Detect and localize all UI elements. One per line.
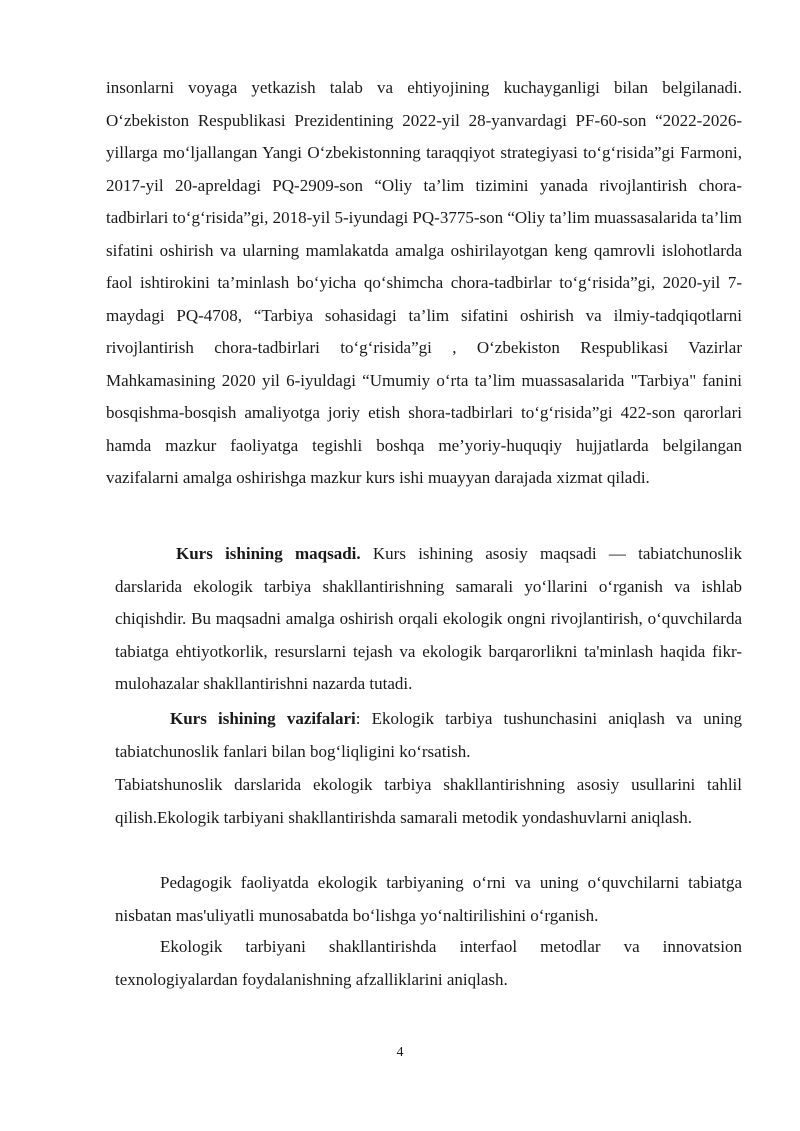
page-number: 4: [396, 1045, 404, 1060]
task-3-paragraph: Pedagogik faoliyatda ekologik tarbiyaning o‘rni va uning o‘quvchilarni tabiatga nisbatan mas'uliyatli munosabatda bo‘lishga yo‘naltirilishini o‘rganish.: [115, 873, 742, 925]
task-2-paragraph: Tabiatshunoslik darslarida ekologik tarbiya shakllantirishning asosiy usullarini tahlil qilish.Ekologik tarbiyani shakllantirishda samarali metodik yondashuvlarni aniqlash.: [115, 775, 742, 827]
goal-heading: Kurs ishining maqsadi.: [176, 544, 361, 563]
task-4-paragraph: Ekologik tarbiyani shakllantirishda interfaol metodlar va innovatsion texnologiyalardan foydalanishning afzalliklarini aniqlash.: [115, 937, 742, 989]
tasks-heading: Kurs ishining vazifalari: [170, 709, 356, 728]
tasks-text: : Ekologik tarbiya tushunchasini aniqlash va uning tabiatchunoslik fanlari bilan bog‘liqligini ko‘rsatish.: [115, 709, 742, 761]
intro-paragraph: insonlarni voyaga yetkazish talab va ehtiyojining kuchayganligi bilan belgilanadi. O‘zbekiston Respublikasi Prezidentining 2022-yil 28-yanvardagi PF-60-son “2022-2026-yillarga mo‘ljallangan Yangi O‘zbekistonning taraqqiyot strategiyasi to‘g‘risida”gi Farmoni, 2017-yil 20-apreldagi PQ-2909-son “Oliy ta’lim tizimini yanada rivojlantirish chora-tadbirlari to‘g‘risida”gi, 2018-yil 5-iyundagi PQ-3775-son “Oliy ta’lim muassasalarida ta’lim sifatini oshirish va ularning mamlakatda amalga oshirilayotgan keng qamrovli islohotlarda faol ishtirokini ta’minlash bo‘yicha qo‘shimcha chora-tadbirlar to‘g‘risida”gi, 2020-yil 7-maydagi PQ-4708, “Tarbiya sohasidagi ta’lim sifatini oshirish va ilmiy-tadqiqotlarni rivojlantirish chora-tadbirlari to‘g‘risida”gi , O‘zbekiston Respublikasi Vazirlar Mahkamasining 2020 yil 6-iyuldagi “Umumiy o‘rta ta’lim muassasalarida "Tarbiya" fanini bosqishma-bosqish amaliyotga joriy etish shora-tadbirlari to‘g‘risida”gi 422-son qarorlari hamda mazkur faoliyatga tegishli boshqa me’yoriy-huquqiy hujjatlarda belgilangan vazifalarni amalga oshirishga mazkur kurs ishi muayyan darajada xizmat qiladi.: [106, 78, 742, 487]
tasks-paragraph: [115, 703, 742, 768]
goal-text: Kurs ishining asosiy maqsadi — tabiatchunoslik darslarida ekologik tarbiya shakllantirishning samarali yo‘llarini o‘rganish va ishlab chiqishdir. Bu maqsadni amalga oshirish orqali ekologik ongni rivojlantirish, o‘quvchilarda tabiatga ehtiyotkorlik, resurslarni tejash va ekologik barqarorlikni ta'minlash haqida fikr-mulohazalar shakllantirishni nazarda tutadi.: [115, 544, 743, 693]
goal-paragraph: [115, 538, 742, 701]
